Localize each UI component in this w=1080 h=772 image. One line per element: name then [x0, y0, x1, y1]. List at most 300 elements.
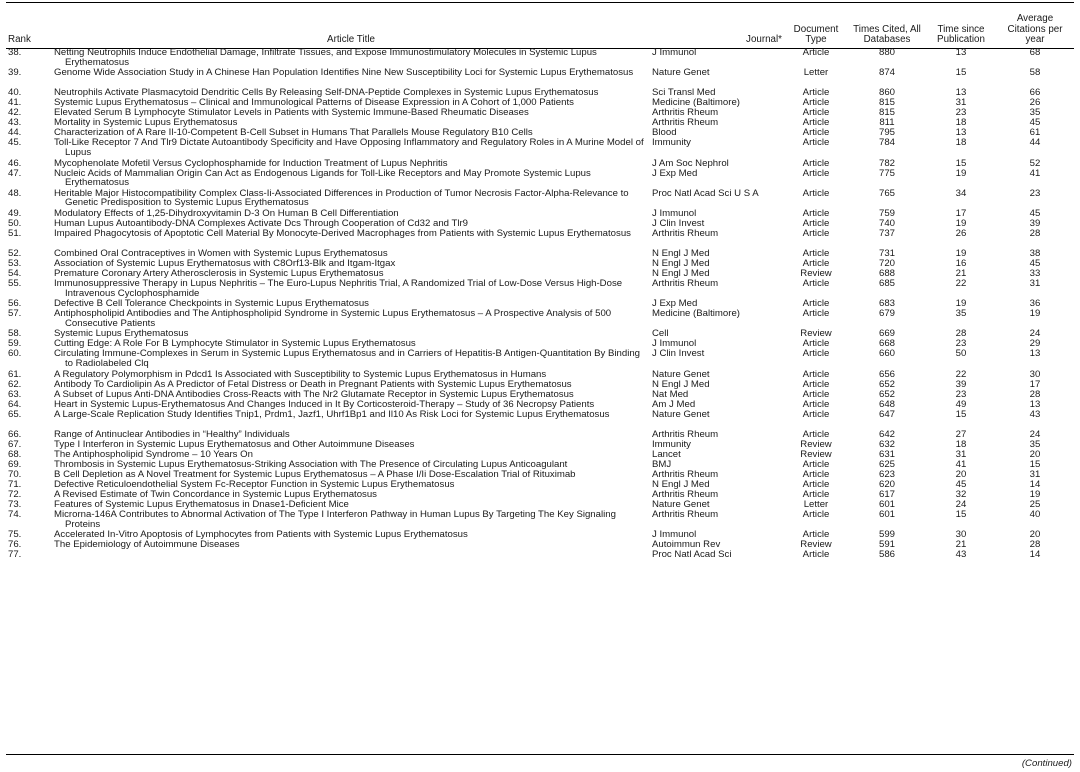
rank-cell: 42. [8, 108, 22, 119]
article-title-text: The Epidemiology of Autoimmune Diseases [54, 540, 240, 551]
article-title-text: Defective Reticuloendothelial System Fc-Receptor Function in Systemic Lupus Erythematosus [54, 480, 455, 491]
journal-cell: J Immunol [652, 339, 697, 350]
table-row [6, 229, 1074, 249]
table-row [6, 540, 1074, 550]
title-cell [52, 259, 650, 269]
journal-cell: Immunity [652, 138, 691, 149]
average-citations-cell: 24 [1029, 429, 1041, 440]
rank-cell: 44. [8, 128, 22, 139]
document-type-cell: Article [802, 480, 830, 491]
article-title-text: Elevated Serum B Lymphocyte Stimulator Levels in Patients with Systemic Immune-Based Rheumatic Diseases [54, 108, 529, 119]
times-cited-cell: 623 [878, 469, 895, 480]
years-since-publication-cell: 20 [955, 469, 967, 480]
years-since-publication-cell: 26 [955, 228, 967, 239]
rank-cell: 47. [8, 168, 22, 179]
document-type-cell: Article [802, 379, 830, 390]
rank-cell: 45. [8, 138, 22, 149]
article-title-text: Immunosuppressive Therapy in Lupus Nephritis – The Euro-Lupus Nephritis Trial, A Randomized Trial of Low-Dose Versus High-Dose Intravenous Cyclophosphamide [54, 279, 623, 299]
table-row [6, 309, 1074, 329]
times-cited-cell: 775 [878, 168, 895, 179]
article-title-text: Antiphospholipid Antibodies and The Antiphospholipid Syndrome in Systemic Lupus Erythematosus – A Prospective Analysis of 500 Consecutive Patients [54, 309, 612, 329]
article-title-text: Association of Systemic Lupus Erythematosus with C8Orf13-Blk and Itgam-Itgax [54, 258, 396, 269]
document-type-cell: Article [802, 48, 830, 58]
rank-cell: 41. [8, 98, 22, 109]
article-title-text: Premature Coronary Artery Atherosclerosis in Systemic Lupus Erythematosus [54, 269, 384, 280]
rank-cell: 59. [8, 339, 22, 350]
document-type-cell: Review [800, 329, 832, 340]
rank-cell: 68. [8, 449, 22, 460]
document-type-cell: Review [800, 269, 832, 280]
table-row [6, 98, 1074, 108]
years-since-publication-cell: 31 [955, 449, 967, 460]
average-citations-cell: 20 [1029, 449, 1041, 460]
document-type-cell: Article [802, 108, 830, 119]
rank-cell: 75. [8, 530, 22, 541]
average-citations-cell: 28 [1029, 228, 1041, 239]
table-row [6, 400, 1074, 410]
rank-cell: 48. [8, 188, 22, 199]
document-type-cell: Article [802, 128, 830, 139]
table-row [6, 550, 1074, 560]
article-title-text: Modulatory Effects of 1,25-Dihydroxyvitamin D-3 On Human B Cell Differentiation [54, 208, 399, 219]
times-cited-cell: 731 [878, 248, 895, 259]
title-cell [52, 470, 650, 480]
header-journal: Journal* [746, 34, 782, 46]
times-cited-cell: 601 [878, 500, 895, 511]
average-citations-cell: 45 [1029, 258, 1041, 269]
document-type-cell: Article [802, 530, 830, 541]
journal-cell: J Immunol [652, 208, 697, 219]
table-row [6, 138, 1074, 158]
document-type-cell: Article [802, 510, 830, 521]
table-row [6, 430, 1074, 440]
times-cited-cell: 632 [878, 439, 895, 450]
average-citations-cell: 19 [1029, 490, 1041, 501]
years-since-publication-cell: 39 [955, 379, 967, 390]
average-citations-cell: 20 [1029, 530, 1041, 541]
average-citations-cell: 14 [1029, 550, 1041, 561]
table-row [6, 48, 1074, 68]
rank-cell: 71. [8, 480, 22, 491]
journal-cell: Arthritis Rheum [652, 228, 719, 239]
document-type-cell: Article [802, 208, 830, 219]
article-title-text: Impaired Phagocytosis of Apoptotic Cell Material By Monocyte-Derived Macrophages from Patients with Systemic Lupus Erythematosus [54, 228, 631, 239]
title-cell [52, 48, 650, 68]
average-citations-cell: 14 [1029, 480, 1041, 491]
rank-cell: 64. [8, 399, 22, 410]
average-citations-cell: 23 [1029, 188, 1041, 199]
document-type-cell: Article [802, 88, 830, 99]
article-title-text: Heritable Major Histocompatibility Complex Class-Ii-Associated Differences in Production of Tumor Necrosis Factor-Alpha-Relevance to Genetic Predisposition to Systemic Lupus Erythematosus [54, 188, 629, 209]
average-citations-cell: 30 [1029, 369, 1041, 380]
article-title-text: Features of Systemic Lupus Erythematosus in Dnase1-Deficient Mice [54, 500, 349, 511]
title-cell [52, 68, 650, 88]
years-since-publication-cell: 34 [955, 188, 967, 199]
rank-cell: 60. [8, 349, 22, 360]
title-cell [52, 88, 650, 98]
table-row [6, 500, 1074, 510]
document-type-cell: Article [802, 228, 830, 239]
rank-cell: 38. [8, 48, 22, 58]
article-title-text: Nucleic Acids of Mammalian Origin Can Act as Endogenous Ligands for Toll-Like Receptors and May Promote Systemic Lupus Erythematosus [54, 168, 591, 189]
times-cited-cell: 668 [878, 339, 895, 350]
journal-cell: Lancet [652, 449, 681, 460]
title-cell [52, 249, 650, 259]
document-type-cell: Article [802, 248, 830, 259]
journal-cell: N Engl J Med [652, 269, 710, 280]
table-row [6, 249, 1074, 259]
table-row [6, 189, 1074, 209]
table-row [6, 390, 1074, 400]
title-cell [52, 189, 650, 209]
bottom-rule [6, 754, 1074, 755]
journal-cell: J Clin Invest [652, 349, 705, 360]
average-citations-cell: 26 [1029, 98, 1041, 109]
journal-cell: J Exp Med [652, 168, 698, 179]
article-title-text: Netting Neutrophils Induce Endothelial Damage, Infiltrate Tissues, and Expose Immunostimulatory Molecules in Systemic Lupus Erythematosus [54, 48, 597, 68]
average-citations-cell: 44 [1029, 138, 1041, 149]
times-cited-cell: 720 [878, 258, 895, 269]
table-row [6, 450, 1074, 460]
article-title-text: Antibody To Cardiolipin As A Predictor of Fetal Distress or Death in Pregnant Patients with Systemic Lupus Erythematosus [54, 379, 572, 390]
rank-cell: 67. [8, 439, 22, 450]
years-since-publication-cell: 21 [955, 540, 967, 551]
document-type-cell: Review [800, 449, 832, 460]
journal-cell: Immunity [652, 439, 691, 450]
article-title-text: B Cell Depletion as A Novel Treatment for Systemic Lupus Erythematosus – A Phase I/Ii Dose-Escalation Trial of Rituximab [54, 469, 576, 480]
journal-cell: Arthritis Rheum [652, 510, 719, 521]
years-since-publication-cell: 17 [955, 208, 967, 219]
journal-cell: J Clin Invest [652, 218, 705, 229]
title-cell [52, 460, 650, 470]
years-since-publication-cell: 32 [955, 490, 967, 501]
article-title-text: A Revised Estimate of Twin Concordance in Systemic Lupus Erythematosus [54, 490, 377, 501]
years-since-publication-cell: 19 [955, 299, 967, 310]
document-type-cell: Letter [803, 500, 829, 511]
table-row [6, 68, 1074, 88]
times-cited-cell: 795 [878, 128, 895, 139]
years-since-publication-cell: 43 [955, 550, 967, 561]
times-cited-cell: 782 [878, 158, 895, 169]
average-citations-cell: 25 [1029, 500, 1041, 511]
journal-cell: Am J Med [652, 399, 696, 410]
rank-cell: 72. [8, 490, 22, 501]
years-since-publication-cell: 27 [955, 429, 967, 440]
table-row [6, 279, 1074, 299]
title-cell [52, 128, 650, 138]
times-cited-cell: 815 [878, 98, 895, 109]
years-since-publication-cell: 19 [955, 168, 967, 179]
times-cited-cell: 625 [878, 459, 895, 470]
title-cell [52, 339, 650, 349]
document-type-cell: Article [802, 279, 830, 290]
journal-cell: Arthritis Rheum [652, 108, 719, 119]
times-cited-cell: 815 [878, 108, 895, 119]
journal-cell: Arthritis Rheum [652, 279, 719, 290]
average-citations-cell: 66 [1029, 88, 1041, 99]
title-cell [52, 209, 650, 219]
journal-cell: Arthritis Rheum [652, 429, 719, 440]
years-since-publication-cell: 13 [955, 48, 967, 58]
journal-cell: Sci Transl Med [652, 88, 716, 99]
document-type-cell: Article [802, 409, 830, 420]
header-article-title: Article Title [327, 34, 375, 46]
table-row [6, 380, 1074, 390]
years-since-publication-cell: 22 [955, 369, 967, 380]
article-title-text: Range of Antinuclear Antibodies in “Healthy” Individuals [54, 429, 290, 440]
average-citations-cell: 29 [1029, 339, 1041, 350]
journal-cell: Medicine (Baltimore) [652, 98, 740, 109]
average-citations-cell: 39 [1029, 218, 1041, 229]
table-row [6, 470, 1074, 480]
times-cited-cell: 679 [878, 309, 895, 320]
journal-cell: Nat Med [652, 389, 689, 400]
document-type-cell: Article [802, 138, 830, 149]
years-since-publication-cell: 18 [955, 118, 967, 129]
journal-cell: Proc Natl Acad Sci [652, 550, 732, 561]
journal-cell: J Immunol [652, 530, 697, 541]
article-title-text: Combined Oral Contraceptives in Women with Systemic Lupus Erythematosus [54, 248, 388, 259]
times-cited-cell: 784 [878, 138, 895, 149]
title-cell [52, 279, 650, 299]
title-cell [52, 118, 650, 128]
title-cell [52, 490, 650, 500]
article-title-text: Type I Interferon in Systemic Lupus Erythematosus and Other Autoimmune Diseases [54, 439, 415, 450]
article-title-text: Microrna-146A Contributes to Abnormal Activation of The Type I Interferon Pathway in Human Lupus By Targeting The Key Signaling Proteins [54, 510, 616, 530]
table-row [6, 460, 1074, 470]
times-cited-cell: 601 [878, 510, 895, 521]
document-type-cell: Article [802, 389, 830, 400]
journal-cell: N Engl J Med [652, 248, 710, 259]
title-cell [52, 430, 650, 440]
times-cited-cell: 586 [878, 550, 895, 561]
years-since-publication-cell: 13 [955, 88, 967, 99]
average-citations-cell: 41 [1029, 168, 1041, 179]
years-since-publication-cell: 15 [955, 68, 967, 79]
average-citations-cell: 35 [1029, 439, 1041, 450]
times-cited-cell: 620 [878, 480, 895, 491]
times-cited-cell: 759 [878, 208, 895, 219]
article-title-text: Thrombosis in Systemic Lupus Erythematosus-Striking Association with The Presence of Circulating Lupus Anticoagulant [54, 459, 568, 470]
journal-cell: Cell [652, 329, 669, 340]
header-document-type: Document Type [793, 23, 839, 46]
title-cell [52, 510, 650, 530]
times-cited-cell: 688 [878, 269, 895, 280]
table-row [6, 370, 1074, 380]
years-since-publication-cell: 18 [955, 138, 967, 149]
years-since-publication-cell: 18 [955, 439, 967, 450]
rank-cell: 76. [8, 540, 22, 551]
journal-cell: Nature Genet [652, 369, 710, 380]
document-type-cell: Article [802, 158, 830, 169]
rank-cell: 56. [8, 299, 22, 310]
years-since-publication-cell: 24 [955, 500, 967, 511]
times-cited-cell: 765 [878, 188, 895, 199]
times-cited-cell: 631 [878, 449, 895, 460]
years-since-publication-cell: 23 [955, 339, 967, 350]
rank-cell: 69. [8, 459, 22, 470]
citations-table [6, 4, 1074, 560]
title-cell [52, 390, 650, 400]
title-cell [52, 329, 650, 339]
average-citations-cell: 33 [1029, 269, 1041, 280]
times-cited-cell: 874 [878, 68, 895, 79]
article-title-text: Circulating Immune-Complexes in Serum in Systemic Lupus Erythematosus and in Carriers of Hepatitis-B Antigen-Quantitation By Binding to Radiolabeled Clq [54, 349, 641, 370]
table-header-row [6, 4, 1074, 48]
table-row [6, 510, 1074, 530]
title-cell [52, 380, 650, 390]
title-cell [52, 530, 650, 540]
journal-cell: N Engl J Med [652, 258, 710, 269]
years-since-publication-cell: 28 [955, 329, 967, 340]
table-row [6, 108, 1074, 118]
journal-cell: Arthritis Rheum [652, 118, 719, 129]
average-citations-cell: 24 [1029, 329, 1041, 340]
years-since-publication-cell: 49 [955, 399, 967, 410]
title-cell [52, 500, 650, 510]
document-type-cell: Letter [803, 68, 829, 79]
rank-cell: 74. [8, 510, 22, 521]
years-since-publication-cell: 50 [955, 349, 967, 360]
header-rank: Rank [8, 34, 31, 46]
average-citations-cell: 68 [1029, 48, 1041, 58]
article-title-text: Characterization of A Rare Il-10-Competent B-Cell Subset in Humans That Parallels Mouse Regulatory B10 Cells [54, 128, 533, 139]
document-type-cell: Article [802, 349, 830, 360]
times-cited-cell: 652 [878, 389, 895, 400]
times-cited-cell: 599 [878, 530, 895, 541]
table-row [6, 339, 1074, 349]
title-cell [52, 550, 650, 560]
rank-cell: 54. [8, 269, 22, 280]
document-type-cell: Article [802, 98, 830, 109]
average-citations-cell: 13 [1029, 399, 1041, 410]
journal-cell: Medicine (Baltimore) [652, 309, 740, 320]
average-citations-cell: 17 [1029, 379, 1041, 390]
years-since-publication-cell: 15 [955, 510, 967, 521]
rank-cell: 70. [8, 469, 22, 480]
journal-cell: N Engl J Med [652, 379, 710, 390]
average-citations-cell: 15 [1029, 459, 1041, 470]
table-row [6, 259, 1074, 269]
years-since-publication-cell: 15 [955, 409, 967, 420]
article-title-text: Heart in Systemic Lupus-Erythematosus And Changes Induced in It By Corticosteroid-Therapy – Study of 36 Necropsy Patients [54, 399, 595, 410]
document-type-cell: Article [802, 469, 830, 480]
title-cell [52, 370, 650, 380]
article-title-text: Accelerated In-Vitro Apoptosis of Lymphocytes from Patients with Systemic Lupus Erythematosus [54, 530, 468, 541]
header-average-citations: Average Citations per year [1007, 13, 1063, 46]
title-cell [52, 540, 650, 550]
times-cited-cell: 642 [878, 429, 895, 440]
header-time-since-publication: Time since Publication [937, 23, 985, 46]
times-cited-cell: 740 [878, 218, 895, 229]
table-row [6, 530, 1074, 540]
rank-cell: 62. [8, 379, 22, 390]
article-title-text: Cutting Edge: A Role For B Lymphocyte Stimulator in Systemic Lupus Erythematosus [54, 339, 416, 350]
document-type-cell: Article [802, 429, 830, 440]
title-cell [52, 480, 650, 490]
article-title-text: Neutrophils Activate Plasmacytoid Dendritic Cells By Releasing Self-DNA-Peptide Complexes in Systemic Lupus Erythematosus [54, 88, 599, 99]
article-title-text: Human Lupus Autoantibody-DNA Complexes Activate Dcs Through Cooperation of Cd32 and Tlr9 [54, 218, 469, 229]
document-type-cell: Review [800, 540, 832, 551]
article-title-text: The Antiphospholipid Syndrome – 10 Years On [54, 449, 253, 460]
rank-cell: 77. [8, 550, 22, 561]
title-cell [52, 410, 650, 430]
journal-cell: J Exp Med [652, 299, 698, 310]
times-cited-cell: 617 [878, 490, 895, 501]
rank-cell: 52. [8, 248, 22, 259]
title-cell [52, 309, 650, 329]
table-row [6, 159, 1074, 169]
average-citations-cell: 19 [1029, 309, 1041, 320]
rank-cell: 51. [8, 228, 22, 239]
rank-cell: 40. [8, 88, 22, 99]
rank-cell: 49. [8, 208, 22, 219]
years-since-publication-cell: 22 [955, 279, 967, 290]
years-since-publication-cell: 41 [955, 459, 967, 470]
table-row [6, 128, 1074, 138]
years-since-publication-cell: 16 [955, 258, 967, 269]
article-title-text: Systemic Lupus Erythematosus – Clinical and Immunological Patterns of Disease Expression in A Cohort of 1,000 Patients [54, 98, 574, 109]
times-cited-cell: 648 [878, 399, 895, 410]
times-cited-cell: 652 [878, 379, 895, 390]
times-cited-cell: 685 [878, 279, 895, 290]
average-citations-cell: 31 [1029, 469, 1041, 480]
rank-cell: 65. [8, 409, 22, 420]
title-cell [52, 219, 650, 229]
document-type-cell: Article [802, 490, 830, 501]
table-row [6, 440, 1074, 450]
document-type-cell: Article [802, 118, 830, 129]
times-cited-cell: 683 [878, 299, 895, 310]
title-cell [52, 138, 650, 158]
title-cell [52, 108, 650, 118]
title-cell [52, 169, 650, 189]
table-row [6, 480, 1074, 490]
table-row [6, 209, 1074, 219]
document-type-cell: Article [802, 339, 830, 350]
title-cell [52, 299, 650, 309]
rank-cell: 43. [8, 118, 22, 129]
average-citations-cell: 45 [1029, 118, 1041, 129]
title-cell [52, 159, 650, 169]
document-type-cell: Article [802, 550, 830, 561]
average-citations-cell: 36 [1029, 299, 1041, 310]
years-since-publication-cell: 45 [955, 480, 967, 491]
years-since-publication-cell: 15 [955, 158, 967, 169]
journal-cell: BMJ [652, 459, 672, 470]
times-cited-cell: 656 [878, 369, 895, 380]
title-cell [52, 349, 650, 369]
years-since-publication-cell: 21 [955, 269, 967, 280]
title-cell [52, 229, 650, 249]
average-citations-cell: 61 [1029, 128, 1041, 139]
rank-cell: 73. [8, 500, 22, 511]
title-cell [52, 400, 650, 410]
article-title-text: A Subset of Lupus Anti-DNA Antibodies Cross-Reacts with The Nr2 Glutamate Receptor in Systemic Lupus Erythematosus [54, 389, 574, 400]
table-row [6, 299, 1074, 309]
average-citations-cell: 28 [1029, 389, 1041, 400]
journal-cell: J Immunol [652, 48, 697, 58]
document-type-cell: Article [802, 309, 830, 320]
rank-cell: 50. [8, 218, 22, 229]
times-cited-cell: 811 [879, 118, 895, 129]
document-type-cell: Article [802, 218, 830, 229]
journal-cell: J Am Soc Nephrol [652, 158, 729, 169]
rank-cell: 55. [8, 279, 22, 290]
title-cell [52, 440, 650, 450]
times-cited-cell: 860 [878, 88, 895, 99]
years-since-publication-cell: 19 [955, 218, 967, 229]
